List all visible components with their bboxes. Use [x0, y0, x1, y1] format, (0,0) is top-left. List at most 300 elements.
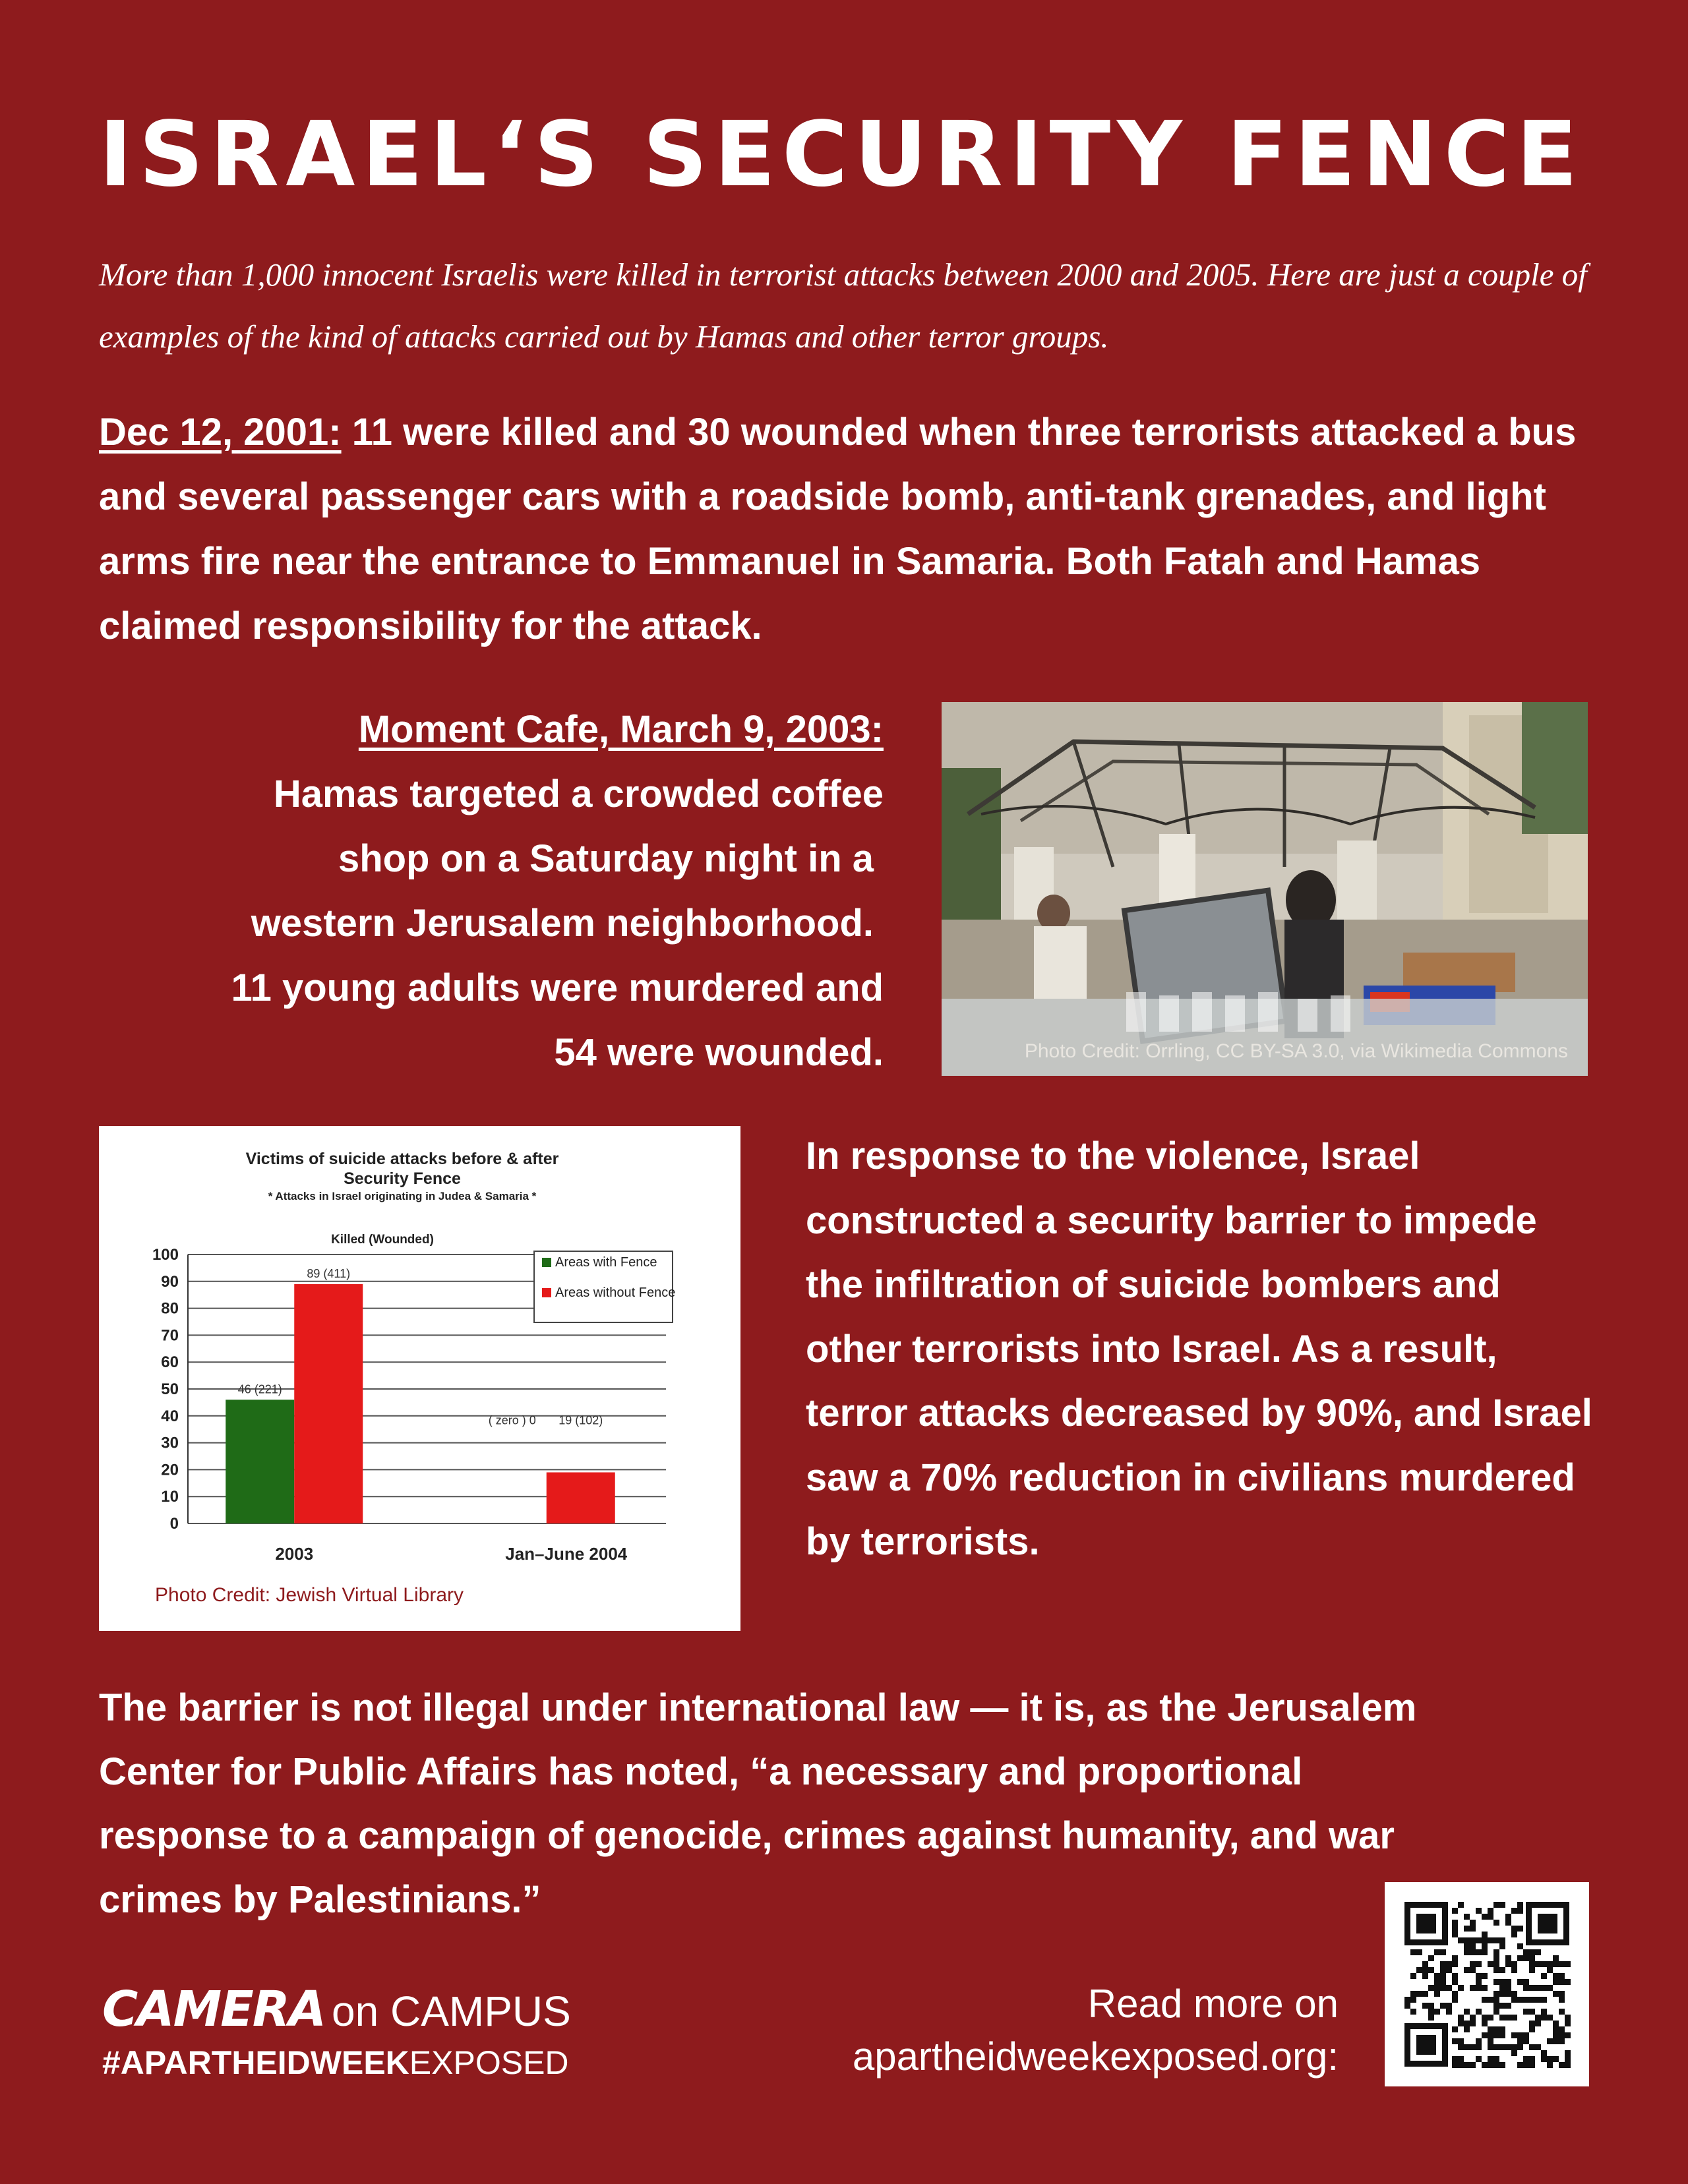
qr-module — [1452, 1920, 1458, 1926]
qr-module — [1452, 1997, 1458, 2003]
qr-module — [1434, 1973, 1440, 1979]
qr-module — [1464, 1943, 1470, 1949]
qr-module — [1434, 1991, 1440, 1997]
qr-module — [1458, 2015, 1464, 2021]
y-tick-label: 100 — [152, 1246, 179, 1264]
qr-module — [1446, 2009, 1452, 2015]
qr-module — [1458, 2021, 1464, 2026]
qr-module — [1464, 1949, 1470, 1955]
qr-module — [1499, 2003, 1505, 2009]
qr-module — [1434, 2009, 1440, 2015]
qr-module — [1488, 2026, 1493, 2032]
qr-code[interactable] — [1385, 1882, 1589, 2086]
qr-module — [1446, 1967, 1452, 1973]
qr-module — [1493, 1991, 1499, 1997]
qr-module — [1470, 1926, 1476, 1932]
qr-module — [1499, 2026, 1505, 2032]
qr-module — [1541, 2056, 1547, 2062]
qr-module — [1499, 1985, 1505, 1991]
hashtag-light: EXPOSED — [409, 2044, 569, 2081]
qr-module — [1464, 1967, 1470, 1973]
qr-module — [1428, 2003, 1434, 2009]
qr-module — [1470, 2062, 1476, 2068]
qr-module — [1488, 1914, 1493, 1920]
qr-module — [1511, 1932, 1517, 1937]
legend-label-fence: Areas with Fence — [555, 1255, 657, 1270]
qr-module — [1470, 1920, 1476, 1926]
hashtag-bold: #APARTHEIDWEEK — [102, 2044, 409, 2081]
qr-module — [1416, 1991, 1422, 1997]
qr-module — [1482, 1949, 1488, 1955]
qr-module — [1517, 2038, 1523, 2044]
bar-data-label: ( zero ) 0 — [488, 1413, 536, 1427]
qr-module — [1464, 1926, 1470, 1932]
cafe-bombing-photo — [942, 702, 1588, 1076]
qr-module — [1499, 1967, 1505, 1973]
qr-module — [1499, 2062, 1505, 2068]
qr-module — [1535, 1985, 1541, 1991]
qr-module — [1476, 1961, 1482, 1967]
qr-module — [1511, 1926, 1517, 1932]
qr-module — [1440, 1967, 1446, 1973]
qr-module — [1523, 2038, 1529, 2044]
qr-module — [1464, 1914, 1470, 1920]
qr-module — [1422, 1991, 1428, 1997]
qr-module — [1488, 2056, 1493, 2062]
qr-module — [1476, 1908, 1482, 1914]
qr-module — [1434, 1979, 1440, 1985]
qr-module — [1458, 1902, 1464, 1908]
chart-panel — [99, 1126, 740, 1631]
qr-module — [1476, 2056, 1482, 2062]
qr-module — [1452, 1991, 1458, 1997]
qr-module — [1499, 1979, 1505, 1985]
qr-module — [1523, 1997, 1529, 2003]
qr-module — [1493, 1967, 1499, 1973]
qr-module — [1505, 1914, 1511, 1920]
read-more-url[interactable]: apartheidweekexposed.org: — [852, 2034, 1339, 2079]
qr-module — [1493, 1920, 1499, 1926]
qr-module — [1464, 2026, 1470, 2032]
qr-module — [1499, 2032, 1505, 2038]
qr-module — [1482, 1973, 1488, 1979]
qr-module — [1493, 1949, 1499, 1955]
y-tick-label: 60 — [161, 1353, 179, 1372]
qr-module — [1517, 1908, 1523, 1914]
qr-module — [1422, 1967, 1428, 1973]
qr-module — [1529, 1949, 1535, 1955]
qr-module — [1529, 1967, 1535, 1973]
qr-module — [1488, 2062, 1493, 2068]
qr-module — [1523, 2032, 1529, 2038]
barrier-paragraph: The barrier is not illegal under international law — it is, as the Jerusalem Center for Public Affairs has noted, “a necessary and proportional response to a campaign of genocide, crimes against humanity, and war crimes by Palestinians.” — [99, 1686, 1417, 1921]
qr-module — [1476, 1949, 1482, 1955]
qr-module — [1422, 2003, 1428, 2009]
bar-no-fence-0 — [294, 1284, 363, 1523]
qr-module — [1565, 2021, 1571, 2026]
attack-2001-date: Dec 12, 2001: — [99, 411, 342, 454]
x-category-label: Jan–June 2004 — [505, 1544, 628, 1564]
bar-fence-0 — [226, 1400, 294, 1523]
moment-cafe-block — [99, 697, 884, 1085]
qr-module — [1517, 1979, 1523, 1985]
qr-module — [1493, 1955, 1499, 1961]
legend-swatch-no-fence — [542, 1288, 551, 1297]
qr-module — [1523, 1985, 1529, 1991]
qr-module — [1458, 2044, 1464, 2050]
qr-module — [1416, 1949, 1422, 1955]
x-category-label: 2003 — [275, 1544, 314, 1564]
qr-module — [1505, 1961, 1511, 1967]
qr-module — [1464, 2021, 1470, 2026]
qr-module — [1476, 2038, 1482, 2044]
qr-module — [1470, 2015, 1476, 2021]
qr-module — [1470, 1967, 1476, 1973]
read-more-label: Read more on — [1087, 1982, 1339, 2026]
qr-module — [1404, 1997, 1410, 2003]
qr-module — [1505, 1920, 1511, 1926]
chart-ylabel: Killed (Wounded) — [331, 1233, 434, 1247]
qr-module — [1529, 2062, 1535, 2068]
qr-module — [1541, 1985, 1547, 1991]
qr-module — [1559, 2032, 1565, 2038]
qr-module — [1476, 1979, 1482, 1985]
moment-cafe-line: shop on a Saturday night in a — [338, 837, 874, 880]
qr-module — [1428, 1955, 1434, 1961]
qr-module — [1452, 2056, 1458, 2062]
moment-cafe-line: western Jerusalem neighborhood. — [251, 902, 874, 945]
victims-bar-chart — [99, 1126, 740, 1631]
qr-module — [1488, 1908, 1493, 1914]
qr-module — [1565, 2050, 1571, 2056]
qr-module — [1523, 2056, 1529, 2062]
chart-title: Victims of suicide attacks before & after — [245, 1150, 559, 1168]
qr-module — [1482, 1914, 1488, 1920]
qr-module — [1553, 2032, 1559, 2038]
qr-module — [1452, 1955, 1458, 1961]
y-tick-label: 40 — [161, 1407, 179, 1425]
legend-label-no-fence: Areas without Fence — [555, 1285, 676, 1300]
qr-module — [1517, 1926, 1523, 1932]
bar-no-fence-1 — [547, 1472, 615, 1523]
y-axis-ticks — [152, 1246, 179, 1533]
camera-on-campus-logo — [102, 1981, 571, 2038]
qr-module — [1523, 1955, 1529, 1961]
y-tick-label: 80 — [161, 1299, 179, 1318]
qr-module — [1482, 1943, 1488, 1949]
qr-module — [1505, 1985, 1511, 1991]
qr-module — [1517, 1955, 1523, 1961]
qr-module — [1464, 1937, 1470, 1943]
qr-module — [1547, 1967, 1553, 1973]
qr-module — [1517, 2044, 1523, 2050]
qr-module — [1452, 2026, 1458, 2032]
qr-module — [1547, 2038, 1553, 2044]
photo-credit: Photo Credit: Orrling, CC BY-SA 3.0, via Wikimedia Commons — [1024, 1040, 1568, 1062]
qr-module — [1476, 1973, 1482, 1979]
qr-module — [1488, 2038, 1493, 2044]
qr-module — [1440, 1979, 1446, 1985]
intro-paragraph: More than 1,000 innocent Israelis were killed in terrorist attacks between 2000 and 2005. Here are just a couple of examples of the kind of attacks carried out by Hamas and other terror groups. — [99, 256, 1587, 355]
qr-module — [1410, 1997, 1416, 2003]
qr-module — [1553, 1961, 1559, 1967]
qr-module — [1517, 2062, 1523, 2068]
qr-module — [1482, 1932, 1488, 1937]
hashtag — [102, 2044, 569, 2082]
qr-module — [1470, 1949, 1476, 1955]
qr-module — [1464, 2009, 1470, 2015]
qr-module — [1505, 1979, 1511, 1985]
qr-module — [1470, 2044, 1476, 2050]
qr-module — [1452, 1973, 1458, 1979]
qr-module — [1488, 2032, 1493, 2038]
qr-module — [1523, 2062, 1529, 2068]
qr-module — [1410, 1949, 1416, 1955]
y-tick-label: 90 — [161, 1272, 179, 1291]
qr-module — [1535, 2021, 1541, 2026]
qr-module — [1452, 2038, 1458, 2044]
qr-module — [1553, 1991, 1559, 1997]
attack-2001-text: 11 were killed and 30 wounded when three terrorists attacked a bus and several passenger cars with a roadside bomb, anti-tank grenades, and light arms fire near the entrance to Emmanuel in Samaria. Both Fatah and Hamas claimed responsibility for the attack. — [99, 411, 1577, 647]
y-tick-label: 70 — [161, 1326, 179, 1345]
qr-module — [1422, 1973, 1428, 1979]
qr-module — [1535, 2044, 1541, 2050]
qr-module — [1505, 2003, 1511, 2009]
qr-module — [1488, 2044, 1493, 2050]
qr-module — [1493, 1937, 1499, 1943]
qr-module — [1529, 1961, 1535, 1967]
qr-module — [1529, 2044, 1535, 2050]
qr-module — [1482, 1985, 1488, 1991]
qr-module — [1565, 2015, 1571, 2021]
qr-module — [1553, 1979, 1559, 1985]
qr-module — [1428, 2009, 1434, 2015]
qr-module — [1553, 1955, 1559, 1961]
qr-module — [1493, 2009, 1499, 2015]
cafe-ruins-illustration — [942, 702, 1588, 1076]
qr-module — [1523, 1979, 1529, 1985]
qr-module — [1428, 1967, 1434, 1973]
y-tick-label: 10 — [161, 1488, 179, 1506]
qr-module — [1410, 1973, 1416, 1979]
qr-module — [1428, 1985, 1434, 1991]
qr-module — [1559, 2009, 1565, 2015]
qr-module — [1452, 1961, 1458, 1967]
qr-module — [1553, 1973, 1559, 1979]
qr-module — [1440, 1961, 1446, 1967]
qr-module — [1499, 2044, 1505, 2050]
qr-module — [1482, 1937, 1488, 1943]
qr-module — [1452, 1908, 1458, 1914]
qr-module — [1517, 2032, 1523, 2038]
qr-module — [1499, 1943, 1505, 1949]
qr-module — [1493, 2026, 1499, 2032]
read-more-block — [791, 1978, 1339, 2083]
qr-module — [1493, 1979, 1499, 1985]
qr-module — [1559, 1997, 1565, 2003]
qr-module — [1470, 1937, 1476, 1943]
qr-module — [1541, 1961, 1547, 1967]
qr-module — [1476, 2009, 1482, 2015]
qr-module — [1505, 1955, 1511, 1961]
qr-module — [1517, 1943, 1523, 1949]
qr-module — [1452, 1932, 1458, 1937]
qr-module — [1565, 2056, 1571, 2062]
qr-module — [1511, 1991, 1517, 1997]
qr-module — [1499, 1937, 1505, 1943]
qr-module — [1410, 1991, 1416, 1997]
qr-module — [1446, 1961, 1452, 1967]
qr-module — [1464, 2044, 1470, 2050]
qr-module — [1565, 2032, 1571, 2038]
qr-module — [1428, 2015, 1434, 2021]
qr-module — [1547, 2056, 1553, 2062]
qr-module — [1559, 1979, 1565, 1985]
qr-module — [1482, 1997, 1488, 2003]
qr-module — [1446, 2003, 1452, 2009]
chart-legend — [534, 1251, 675, 1322]
qr-module — [1505, 2044, 1511, 2050]
qr-module — [1493, 2062, 1499, 2068]
qr-module — [1440, 1949, 1446, 1955]
bar-data-label: 19 (102) — [558, 1413, 603, 1427]
qr-module — [1547, 1985, 1553, 1991]
qr-module — [1523, 2009, 1529, 2015]
qr-module — [1440, 1985, 1446, 1991]
qr-module — [1470, 1961, 1476, 1967]
qr-module — [1511, 1997, 1517, 2003]
qr-module — [1547, 2015, 1553, 2021]
qr-module — [1416, 1967, 1422, 1973]
qr-module — [1422, 1961, 1428, 1967]
qr-module — [1458, 2056, 1464, 2062]
qr-module — [1535, 2015, 1541, 2021]
qr-module — [1410, 2009, 1416, 2015]
qr-module — [1482, 2021, 1488, 2026]
qr-module — [1476, 2044, 1482, 2050]
qr-module — [1452, 1926, 1458, 1932]
qr-module — [1535, 1961, 1541, 1967]
moment-cafe-line: Hamas targeted a crowded coffee — [273, 773, 884, 815]
qr-module — [1541, 2015, 1547, 2021]
qr-module — [1440, 1973, 1446, 1979]
qr-module — [1499, 1902, 1505, 1908]
qr-module — [1493, 2044, 1499, 2050]
qr-module — [1458, 1937, 1464, 1943]
qr-module — [1559, 2038, 1565, 2044]
qr-module — [1476, 1937, 1482, 1943]
qr-module — [1529, 1997, 1535, 2003]
qr-module — [1482, 2015, 1488, 2021]
qr-module — [1559, 2026, 1565, 2032]
qr-module — [1559, 1961, 1565, 1967]
x-axis-labels — [275, 1544, 627, 1564]
qr-module — [1488, 1997, 1493, 2003]
qr-module — [1440, 2003, 1446, 2009]
qr-module — [1476, 1985, 1482, 1991]
qr-module — [1547, 1961, 1553, 1967]
qr-module — [1529, 1985, 1535, 1991]
qr-code-graphic — [1385, 1882, 1589, 2086]
qr-module — [1535, 1997, 1541, 2003]
qr-module — [1559, 2062, 1565, 2068]
qr-module — [1464, 2062, 1470, 2068]
qr-module — [1482, 2062, 1488, 2068]
qr-module — [1511, 2044, 1517, 2050]
moment-cafe-heading: Moment Cafe, March 9, 2003: — [358, 708, 884, 751]
legend-swatch-fence — [542, 1258, 551, 1267]
qr-module — [1565, 1979, 1571, 1985]
qr-module — [1529, 2009, 1535, 2015]
qr-module — [1565, 2062, 1571, 2068]
qr-module — [1523, 1949, 1529, 1955]
y-tick-label: 50 — [161, 1380, 179, 1398]
logo-camera: CAMERA — [102, 1981, 326, 2038]
qr-module — [1493, 2032, 1499, 2038]
qr-module — [1565, 1961, 1571, 1967]
qr-module — [1493, 1961, 1499, 1967]
chart-photo-credit: Photo Credit: Jewish Virtual Library — [155, 1584, 464, 1606]
qr-module — [1517, 1997, 1523, 2003]
qr-module — [1529, 2026, 1535, 2032]
qr-module — [1470, 1943, 1476, 1949]
qr-module — [1458, 2062, 1464, 2068]
qr-module — [1404, 2003, 1410, 2009]
response-paragraph: In response to the violence, Israel constructed a security barrier to impede the infiltration of suicide bombers and other terrorists into Israel. As a result, terror attacks decreased by 90%, and Israel saw a 70% reduction in civilians murdered by terrorists. — [806, 1135, 1592, 1563]
qr-module — [1458, 2038, 1464, 2044]
qr-module — [1547, 2062, 1553, 2068]
qr-module — [1541, 1997, 1547, 2003]
y-tick-label: 20 — [161, 1461, 179, 1479]
qr-module — [1452, 2062, 1458, 2068]
logo-on-campus: on CAMPUS — [332, 1988, 571, 2035]
qr-module — [1511, 1961, 1517, 1967]
qr-module — [1517, 1902, 1523, 1908]
qr-module — [1499, 2015, 1505, 2021]
qr-module — [1434, 1985, 1440, 1991]
qr-module — [1511, 1908, 1517, 1914]
qr-module — [1511, 2050, 1517, 2056]
page-title: ISRAEL‘S SECURITY FENCE — [99, 103, 1584, 207]
qr-module — [1493, 1997, 1499, 2003]
qr-module — [1541, 1973, 1547, 1979]
qr-module — [1493, 2056, 1499, 2062]
qr-module — [1559, 1991, 1565, 1997]
moment-cafe-line: 11 young adults were murdered and — [231, 966, 884, 1009]
qr-module — [1553, 2026, 1559, 2032]
qr-module — [1529, 1955, 1535, 1961]
bar-data-label: 46 (221) — [237, 1382, 282, 1396]
qr-module — [1541, 2009, 1547, 2015]
y-tick-label: 30 — [161, 1434, 179, 1452]
chart-subtitle: * Attacks in Israel originating in Judea & Samaria * — [268, 1190, 537, 1202]
qr-module — [1541, 2050, 1547, 2056]
qr-module — [1452, 1979, 1458, 1985]
qr-module — [1488, 2015, 1493, 2021]
qr-module — [1488, 1937, 1493, 1943]
qr-module — [1493, 1902, 1499, 1908]
qr-module — [1559, 1973, 1565, 1979]
qr-module — [1482, 2032, 1488, 2038]
qr-module — [1511, 2032, 1517, 2038]
chart-title-line2: Security Fence — [344, 1169, 461, 1188]
qr-module — [1511, 2015, 1517, 2021]
bar-data-label: 89 (411) — [307, 1266, 351, 1280]
attack-2001-paragraph — [99, 400, 1609, 659]
qr-module — [1553, 2056, 1559, 2062]
qr-module — [1470, 2021, 1476, 2026]
qr-module — [1434, 1949, 1440, 1955]
